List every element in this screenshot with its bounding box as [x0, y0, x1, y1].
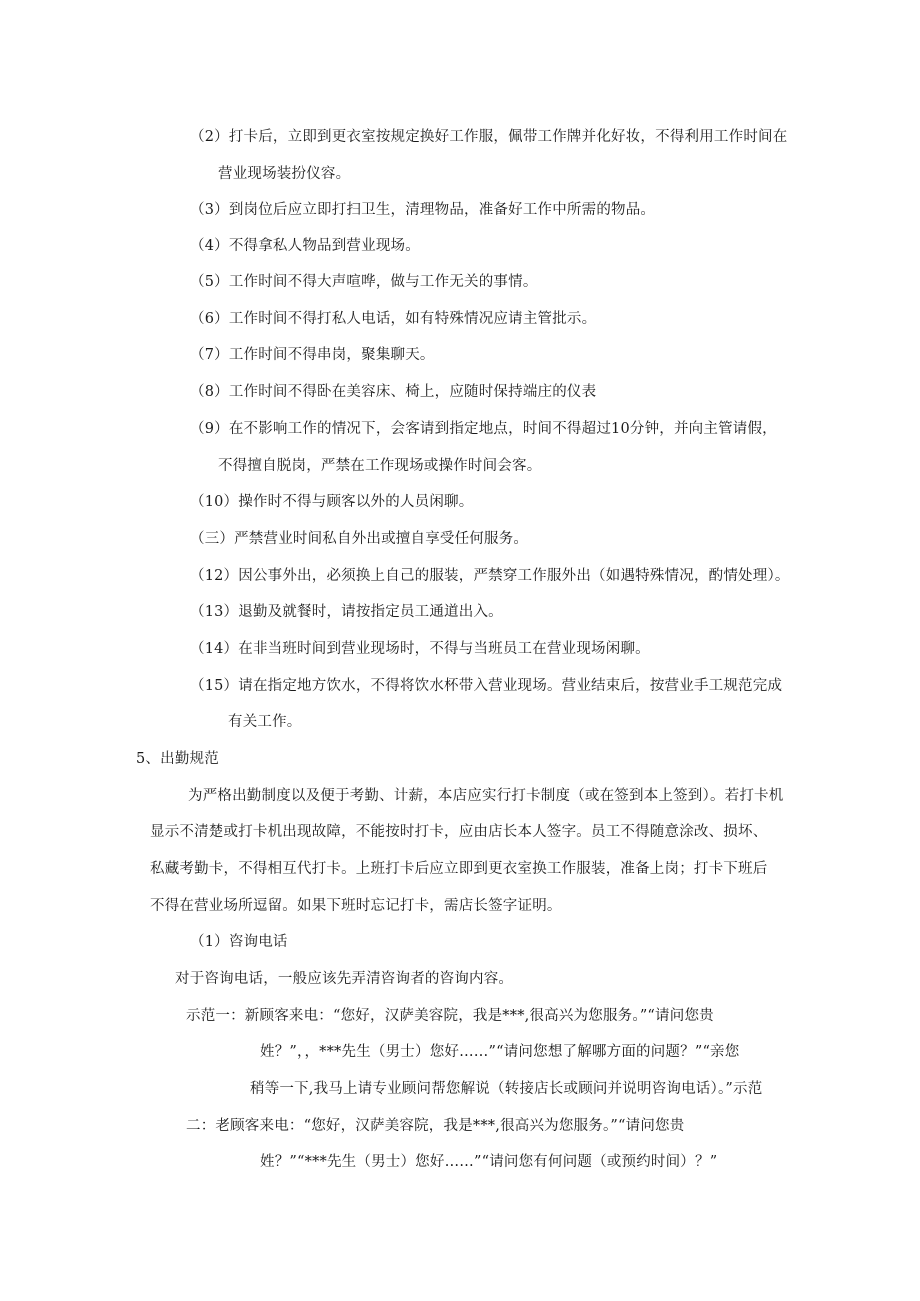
rule-item-9-cont: 不得擅自脱岗，严禁在工作现场或操作时间会客。 [218, 458, 542, 474]
example-two-line-1: 二：老顾客来电：“您好，汉萨美容院，我是***,很高兴为您服务。”“请问您贵 [186, 1118, 685, 1134]
rule-item-3: （3）到岗位后应立即打扫卫生，清理物品，准备好工作中所需的物品。 [190, 202, 656, 218]
example-one-line-1: 示范一：新顾客来电：“您好，汉萨美容院，我是***,很高兴为您服务。”“请问您贵 [186, 1008, 714, 1024]
paragraph-line-3: 私藏考勤卡，不得相互代打卡。上班打卡后应立即到更衣室换工作服装，准备上岗；打卡下班后 [150, 861, 768, 877]
rule-item-2: （2）打卡后，立即到更衣室按规定换好工作服，佩带工作牌并化好妆，不得利用工作时间在 [190, 129, 788, 145]
rule-item-15-cont: 有关工作。 [228, 714, 302, 730]
example-one-line-2: 姓？”，，***先生（男士）您好……”“请问您想了解哪方面的问题？”“亲您 [260, 1044, 740, 1060]
consult-intro: 对于咨询电话，一般应该先弄清咨询者的咨询内容。 [175, 971, 514, 987]
rule-item-13: （13）退勤及就餐时，请按指定员工通道出入。 [190, 604, 503, 620]
example-one-line-3: 稍等一下,我马上请专业顾问帮您解说（转接店长或顾问并说明咨询电话）。”示范 [250, 1081, 763, 1097]
rule-item-7: （7）工作时间不得串岗，聚集聊天。 [190, 347, 435, 363]
rule-item-2-cont: 营业现场装扮仪容。 [218, 166, 351, 182]
rule-item-10: （10）操作时不得与顾客以外的人员闲聊。 [190, 494, 474, 510]
rule-item-15: （15）请在指定地方饮水，不得将饮水杯带入营业现场。营业结束后，按营业手工规范完成 [190, 678, 783, 694]
section-heading: 5、出勤规范 [136, 751, 219, 767]
rule-item-5: （5）工作时间不得大声喧哗，做与工作无关的事情。 [190, 274, 538, 290]
example-two-line-2: 姓？”“***先生（男士）您好……”“请问您有何问题（或预约时间）？” [260, 1154, 718, 1170]
rule-item-8: （8）工作时间不得卧在美容床、椅上，应随时保持端庄的仪表 [190, 384, 597, 400]
paragraph-line-1: 为严格出勤制度以及便于考勤、计薪，本店应实行打卡制度（或在签到本上签到）。若打卡机 [188, 788, 784, 804]
paragraph-line-2: 显示不清楚或打卡机出现故障，不能按时打卡，应由店长本人签字。员工不得随意涂改、损坏、 [150, 824, 768, 840]
rule-item-6: （6）工作时间不得打私人电话，如有特殊情况应请主管批示。 [190, 311, 597, 327]
rule-item-11: （三）严禁营业时间私自外出或擅自享受任何服务。 [190, 531, 529, 547]
rule-item-9: （9）在不影响工作的情况下，会客请到指定地点，时间不得超过10分钟，并向主管请假， [190, 421, 777, 437]
paragraph-line-4: 不得在营业场所逗留。如果下班时忘记打卡，需店长签字证明。 [150, 898, 562, 914]
rule-item-12: （12）因公事外出，必须换上自己的服装，严禁穿工作服外出（如遇特殊情况，酌情处理）。 [190, 568, 790, 584]
rule-item-14: （14）在非当班时间到营业现场时，不得与当班员工在营业现场闲聊。 [190, 641, 650, 657]
rule-item-4: （4）不得拿私人物品到营业现场。 [190, 238, 420, 254]
subheading-consult-phone: （1）咨询电话 [190, 934, 288, 950]
